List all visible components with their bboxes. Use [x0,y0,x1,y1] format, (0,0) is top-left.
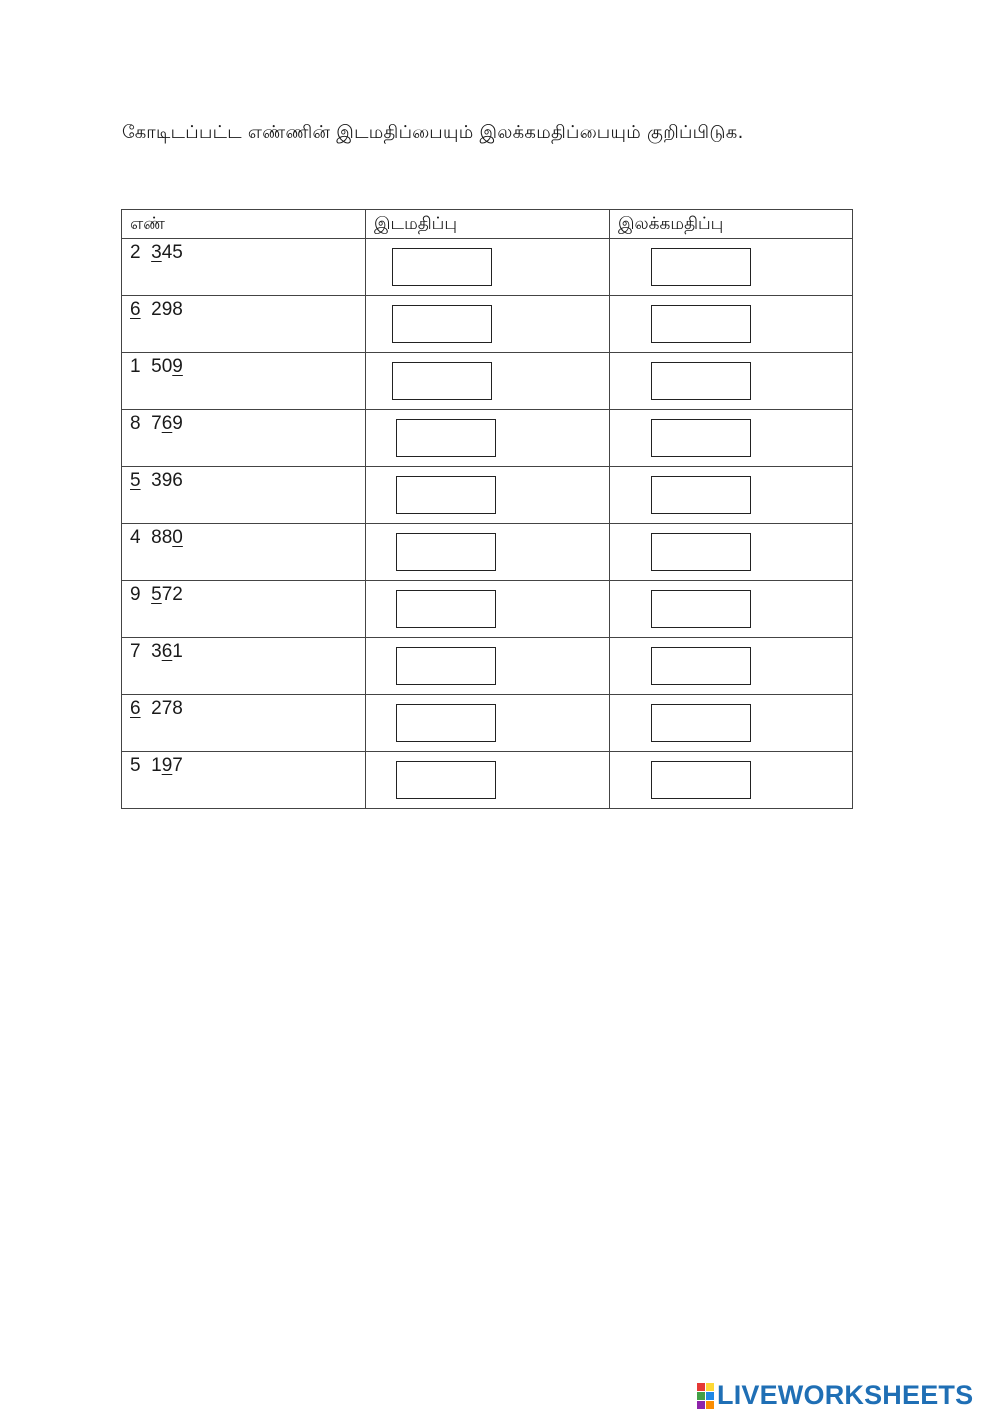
worksheet-instruction: கோடிடப்பட்ட எண்ணின் இடமதிப்பையும் இலக்கமதிப்பையும் குறிப்பிடுக. [122,122,744,143]
digit-value-cell [610,353,853,410]
place-value-cell [366,296,610,353]
number-value [130,242,183,264]
underlined-digit: 0 [172,527,183,548]
place-value-answer-box[interactable] [396,704,496,742]
digit-value-answer-box[interactable] [651,704,751,742]
underlined-digit: 6 [130,299,141,320]
digit-value-answer-box[interactable] [651,248,751,286]
place-value-answer-box[interactable] [396,761,496,799]
table-row [122,239,853,296]
table-row [122,467,853,524]
number-value [130,641,183,663]
digit-value-answer-box[interactable] [651,533,751,571]
number-cell [122,296,366,353]
table-row [122,353,853,410]
place-value-cell [366,410,610,467]
place-value-cell [366,239,610,296]
digit-value-cell [610,524,853,581]
digit-value-cell [610,467,853,524]
place-value-cell [366,353,610,410]
digit-value-answer-box[interactable] [651,761,751,799]
number-part-before: 7 3 [130,641,162,662]
table-row [122,410,853,467]
digit-value-cell [610,638,853,695]
number-part-after: 45 [161,242,183,263]
header-place-value: இடமதிப்பு [366,210,610,239]
number-cell [122,695,366,752]
number-part-before: 9 [130,584,152,605]
place-value-answer-box[interactable] [396,419,496,457]
number-part-after: 298 [140,299,183,320]
number-cell [122,410,366,467]
digit-value-cell [610,695,853,752]
table-header-row [122,210,853,239]
place-value-cell [366,638,610,695]
number-cell [122,524,366,581]
place-value-answer-box[interactable] [396,533,496,571]
number-part-after: 9 [172,413,183,434]
number-part-after: 1 [172,641,183,662]
logo-square [697,1392,705,1400]
place-value-cell [366,581,610,638]
digit-value-answer-box[interactable] [651,476,751,514]
table-body [122,239,853,809]
number-cell [122,467,366,524]
place-value-answer-box[interactable] [396,590,496,628]
number-part-after: 7 [172,755,183,776]
header-number: எண் [122,210,366,239]
place-value-cell [366,752,610,809]
underlined-digit: 6 [130,698,141,719]
header-digit-value: இலக்கமதிப்பு [610,210,853,239]
liveworksheets-logo [697,1380,973,1411]
table-row [122,581,853,638]
number-part-after: 72 [161,584,183,605]
place-value-answer-box[interactable] [392,362,492,400]
place-value-cell [366,524,610,581]
digit-value-answer-box[interactable] [651,590,751,628]
logo-square [706,1392,714,1400]
number-value [130,584,183,606]
digit-value-answer-box[interactable] [651,647,751,685]
underlined-digit: 9 [172,356,183,377]
number-part-before: 1 50 [130,356,173,377]
number-part-before: 4 88 [130,527,173,548]
number-value [130,755,183,777]
number-cell [122,581,366,638]
table-row [122,524,853,581]
logo-square [706,1401,714,1409]
number-value [130,299,183,321]
digit-value-cell [610,296,853,353]
underlined-digit: 6 [161,413,173,434]
underlined-digit: 5 [151,584,162,605]
number-part-before: 8 7 [130,413,162,434]
table-row [122,752,853,809]
digit-value-answer-box[interactable] [651,305,751,343]
number-part-before: 5 1 [130,755,162,776]
table-row [122,695,853,752]
place-value-answer-box[interactable] [392,305,492,343]
underlined-digit: 6 [161,641,173,662]
number-cell [122,353,366,410]
number-part-before: 2 [130,242,152,263]
logo-text: LIVEWORKSHEETS [717,1380,974,1410]
number-cell [122,239,366,296]
table-row [122,638,853,695]
number-part-after: 278 [140,698,183,719]
place-value-table [121,209,853,809]
number-cell [122,638,366,695]
liveworksheets-logo-icon [697,1383,714,1409]
table-row [122,296,853,353]
place-value-cell [366,467,610,524]
number-value [130,356,183,378]
number-cell [122,752,366,809]
underlined-digit: 3 [151,242,162,263]
place-value-answer-box[interactable] [396,476,496,514]
number-value [130,413,183,435]
place-value-answer-box[interactable] [396,647,496,685]
digit-value-cell [610,410,853,467]
digit-value-cell [610,752,853,809]
underlined-digit: 9 [161,755,173,776]
place-value-cell [366,695,610,752]
number-value [130,527,183,549]
underlined-digit: 5 [130,470,141,491]
number-value [130,698,183,720]
digit-value-answer-box[interactable] [651,362,751,400]
logo-square [697,1383,705,1391]
number-part-after: 396 [140,470,183,491]
digit-value-answer-box[interactable] [651,419,751,457]
logo-square [706,1383,714,1391]
place-value-answer-box[interactable] [392,248,492,286]
logo-square [697,1401,705,1409]
digit-value-cell [610,239,853,296]
digit-value-cell [610,581,853,638]
number-value [130,470,183,492]
